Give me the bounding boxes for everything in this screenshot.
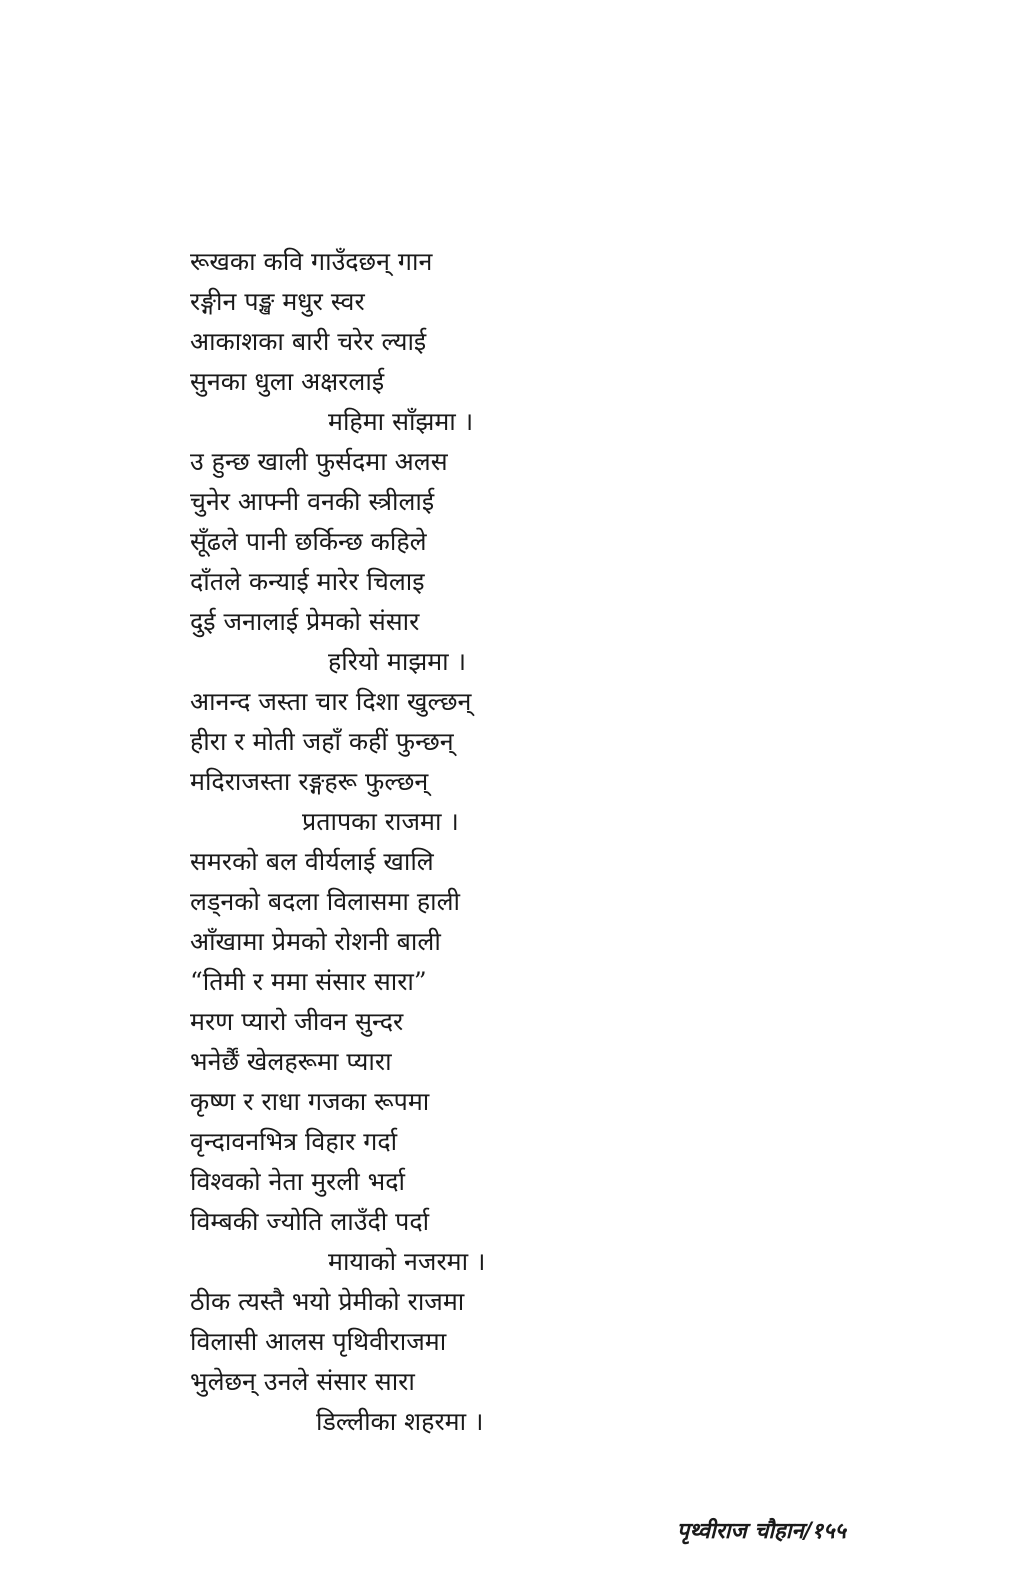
poem-line: ठीक त्यस्तै भयो प्रेमीको राजमा	[190, 1287, 465, 1316]
poem-line: विश्वको नेता मुरली भर्दा	[190, 1167, 405, 1196]
poem-line: रूखका कवि गाउँदछन् गान	[190, 247, 433, 276]
poem-line: आनन्द जस्ता चार दिशा खुल्छन्	[190, 687, 472, 716]
poem-line: विलासी आलस पृथिवीराजमा	[190, 1327, 447, 1356]
poem-line: चुनेर आफ्नी वनकी स्त्रीलाई	[190, 487, 435, 516]
poem-line: दुई जनालाई प्रेमको संसार	[190, 607, 420, 636]
poem-line: लड्नको बदला विलासमा हाली	[190, 887, 460, 916]
poem-refrain-line: मायाको नजरमा ।	[328, 1247, 486, 1276]
poem-line: आँखामा प्रेमको रोशनी बाली	[190, 927, 441, 956]
poem-stanza-block	[190, 242, 570, 1442]
poem-line: समरको बल वीर्यलाई खालि	[190, 847, 434, 876]
poem-line: वृन्दावनभित्र विहार गर्दा	[190, 1127, 398, 1156]
poem-line: सुनका धुला अक्षरलाई	[190, 367, 385, 396]
poem-line: भनेर्छैं खेलहरूमा प्यारा	[190, 1047, 392, 1076]
poem-refrain-line: हरियो माझमा ।	[328, 647, 467, 676]
poem-line: उ हुन्छ खाली फुर्सदमा अलस	[190, 447, 448, 476]
poem-line: “तिमी र ममा संसार सारा”	[190, 967, 427, 996]
poem-line: भुलेछन् उनले संसार सारा	[190, 1367, 415, 1396]
page-footer-running-title: पृथ्वीराज चौहान/१५५	[676, 1518, 846, 1544]
poem-line: मदिराजस्ता रङ्गहरू फुल्छन्	[190, 767, 429, 796]
poem-line: आकाशका बारी चरेर ल्याई	[190, 327, 427, 356]
poem-refrain-line: डिल्लीका शहरमा ।	[316, 1407, 484, 1436]
poem-refrain-line: प्रतापका राजमा ।	[302, 807, 459, 836]
poem-line: हीरा र मोती जहाँ कहीं फुन्छन्	[190, 727, 454, 756]
poem-line: मरण प्यारो जीवन सुन्दर	[190, 1007, 404, 1036]
poem-refrain-line: महिमा साँझमा ।	[328, 407, 474, 436]
poem-line: रङ्गीन पङ्ख मधुर स्वर	[190, 287, 365, 316]
poem-line: कृष्ण र राधा गजका रूपमा	[190, 1087, 430, 1116]
poem-line: विम्बकी ज्योति लाउँदी पर्दा	[190, 1207, 430, 1236]
poem-line: दाँतले कन्याई मारेर चिलाइ	[190, 567, 425, 596]
poem-line: सूँढले पानी छर्किन्छ कहिले	[190, 527, 427, 556]
